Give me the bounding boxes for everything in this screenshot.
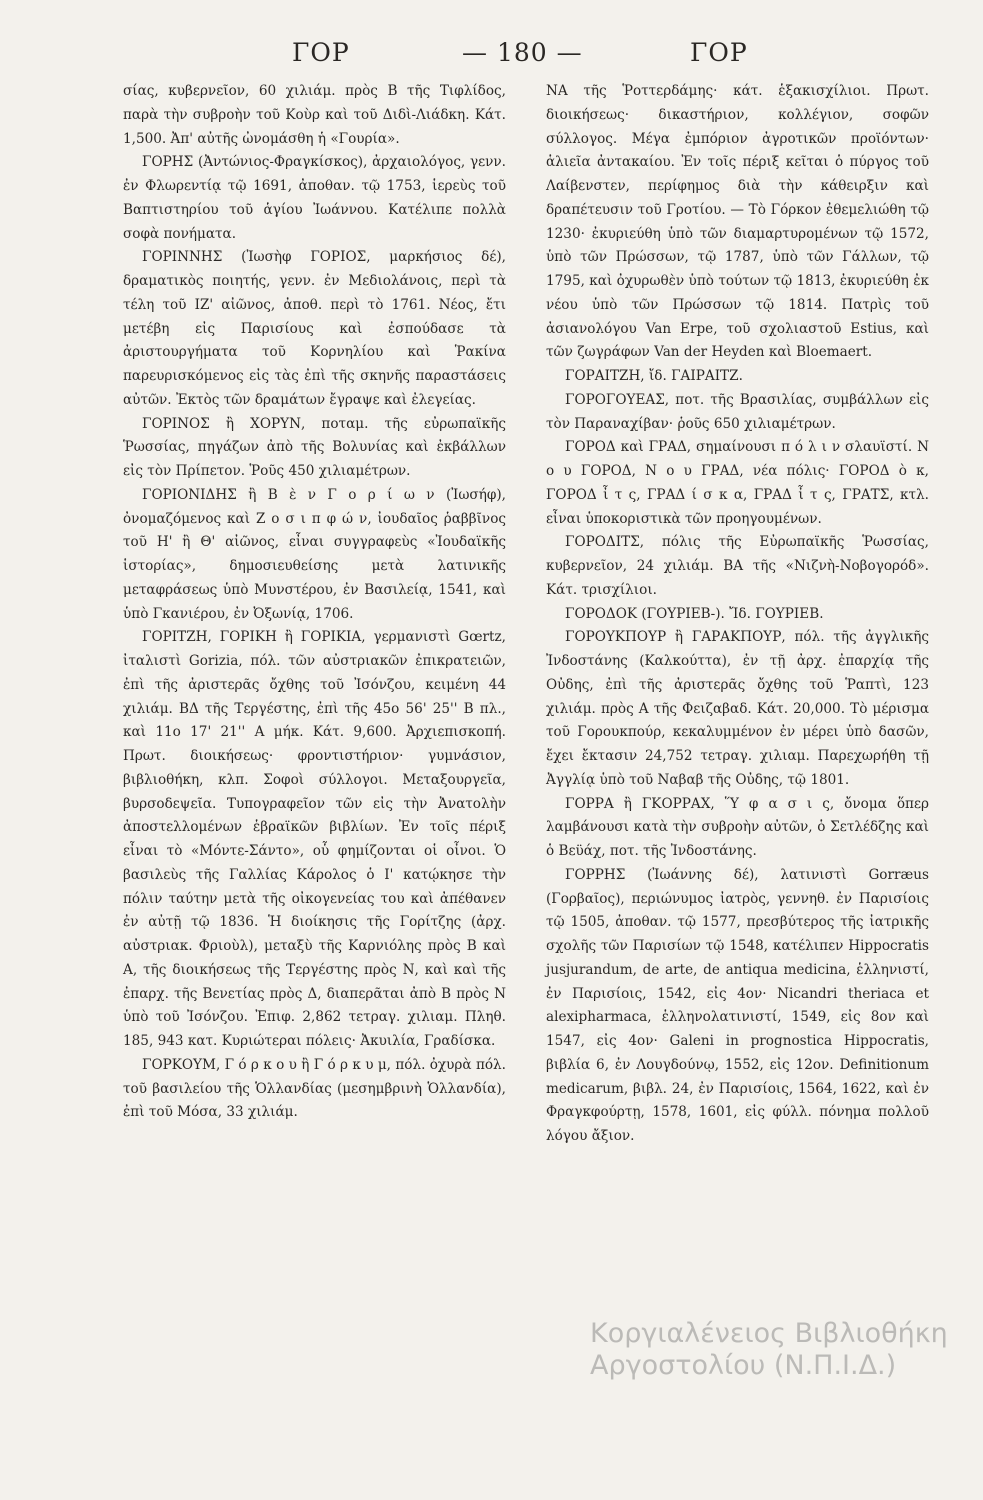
entry-gorodok: ΓΟΡΟΔΟΚ (ΓΟΥΡΙΕΒ-). Ἴδ. ΓΟΥΡΙΕΒ. (565, 605, 824, 622)
entry-gorionidhs: ΓΟΡΙΟΝΙΔΗΣ ἢ Β ὲ ν Γ ο ρ ί ω ν (Ἰωσήφ), ὀνομαζόμενος καὶ Ζ ο σ ι π φ ώ ν, ἰουδαῖος ῥαββῖνος τοῦ Η' ἢ Θ' αἰῶνος, εἶναι συγγραφεὺς «Ἰουδαϊκῆς ἱστορίας», δημοσιευθείσης μετὰ λατινικῆς μεταφράσεως ὑπὸ Μυνστέρου, ἐν Βασιλείᾳ, 1541, καὶ ὑπὸ Γκανιέρου, ἐν Ὀξωνίᾳ, 1706. (123, 486, 506, 622)
entry-gorkoum: ΓΟΡΚΟΥΜ, Γ ό ρ κ ο υ ἢ Γ ό ρ κ υ μ, πόλ. ὀχυρὰ πόλ. τοῦ βασιλείου τῆς Ὁλλανδίας (μεσημβρινὴ Ὁλλανδία), ἐπὶ τοῦ Μόσα, 33 χιλιάμ. (123, 1056, 506, 1121)
left-column (123, 80, 506, 1125)
running-head-left: ΓΟΡ (292, 38, 350, 67)
entry-gorogoueas: ΓΟΡΟΓΟΥΕΑΣ, ποτ. τῆς Βρασιλίας, συμβάλλων εἰς τὸν Παραναχίβαν· ῥοῦς 650 χιλιαμέτρων. (546, 391, 929, 432)
library-watermark (590, 1318, 948, 1382)
entry-continuation: σίας, κυβερνεῖον, 60 χιλιάμ. πρὸς Β τῆς Τιφλίδος, παρὰ τὴν συβροὴν τοῦ Κοὺρ καὶ τοῦ Διδὶ-Λιάδκη. Κάτ. 1,500. Ἀπ' αὐτῆς ὠνομάσθη ἡ «Γουρία». (123, 83, 506, 147)
entry-gorinos: ΓΟΡΙΝΟΣ ἢ ΧΟΡΥΝ, ποταμ. τῆς εὐρωπαϊκῆς Ῥωσσίας, πηγάζων ἀπὸ τῆς Βολυνίας καὶ ἐκβάλλων εἰς τὸν Πρίπετον. Ῥοῦς 450 χιλιαμέτρων. (123, 415, 506, 479)
running-head-right: ΓΟΡ (690, 38, 748, 67)
entry-goraitzh: ΓΟΡΑΙΤΖΗ, ἴδ. ΓΑΙΡΑΙΤΖ. (565, 368, 743, 384)
watermark-line1: Κοργιαλένειος Βιβλιοθήκη (590, 1318, 948, 1349)
entry-gorinnhs: ΓΟΡΙΝΝΗΣ (Ἰωσὴφ ΓΟΡΙΟΣ, μαρκήσιος δέ), δραματικὸς ποιητής, γενν. ἐν Μεδιολάνοις, περὶ τὰ τέλη τοῦ ΙΖ' αἰῶνος, ἀποθ. περὶ τὸ 1761. Νέος, ἔτι μετέβη εἰς Παρισίους καὶ ἐσπούδασε τὰ ἀριστουργήματα τοῦ Κορνηλίου καὶ Ῥακίνα παρευρισκόμενος εἰς τὰς ἐπὶ τῆς σκηνῆς παραστάσεις αὐτῶν. Ἐκτὸς τῶν δραμάτων ἔγραψε καὶ ἐλεγείας. (123, 249, 506, 408)
entry-gorodits: ΓΟΡΟΔΙΤΣ, πόλις τῆς Εὐρωπαϊκῆς Ῥωσσίας, κυβερνεῖον, 24 χιλιάμ. ΒΑ τῆς «Νιζνὴ-Νοβογορόδ». Κάτ. τρισχίλιοι. (546, 534, 929, 598)
entry-gorrhs: ΓΟΡΡΗΣ (Ἰωάννης δέ), λατινιστὶ Gorræus (Γορβαῖος), περιώνυμος ἰατρὸς, γεννηθ. ἐν Παρισίοις τῷ 1505, ἀποθαν. τῷ 1577, πρεσβύτερος τῆς ἰατρικῆς σχολῆς τῶν Παρισίων τῷ 1548, κατέλιπεν Hippocratis jusjurandum, de arte, de antiqua medicina, ἑλληνιστί, ἐν Παρισίοις, 1542, εἰς 4ον· Nicandri theriaca et alexipharmaca, ἑλληνολατινιστί, 1549, εἰς 8ον καὶ 1547, εἰς 4ον· Galeni in prognostica Hippocratis, βιβλία 6, ἐν Λουγδούνῳ, 1552, εἰς 12ον. Definitionum medicarum, βιβλ. 24, ἐν Παρισίοις, 1564, 1622, καὶ ἐν Φραγκφούρτῃ, 1578, 1601, εἰς φύλλ. πόνημα πολλοῦ λόγου ἄξιον. (546, 866, 929, 1144)
entry-continuation: ΝΑ τῆς Ῥοττερδάμης· κάτ. ἑξακισχίλιοι. Πρωτ. διοικήσεως· δικαστήριον, κολλέγιον, σοφῶν σύλλογος. Μέγα ἐμπόριον ἀγροτικῶν προϊόντων· ἁλιεῖα ἀντακαίου. Ἐν τοῖς πέριξ κεῖται ὁ πύργος τοῦ Λαίβενστεν, περίφημος διὰ τὴν κάθειρξιν καὶ δραπέτευσιν τοῦ Γροτίου. — Τὸ Γόρκον ἐθεμελιώθη τῷ 1230· ἐκυριεύθη ὑπὸ τῶν διαμαρτυρομένων τῷ 1572, ὑπὸ τῶν Πρώσσων, τῷ 1787, ὑπὸ τῶν Γάλλων, τῷ 1795, καὶ ὀχυρωθὲν ὑπὸ τούτων τῷ 1813, ἐκυριεύθη ἐκ νέου ὑπὸ τῶν Πρώσσων τῷ 1814. Πατρὶς τοῦ ἀσιανολόγου Van Erpe, τοῦ σχολιαστοῦ Estius, καὶ τῶν ζωγράφων Van der Heyden καὶ Bloemaert. (546, 83, 929, 361)
entry-goritzh: ΓΟΡΙΤΖΗ, ΓΟΡΙΚΗ ἢ ΓΟΡΙΚΙΑ, γερμανιστὶ Gœrtz, ἰταλιστὶ Gorizia, πόλ. τῶν αὐστριακῶν ἐπικρατειῶν, ἐπὶ τῆς ἀριστερᾶς ὄχθης τοῦ Ἰσόνζου, κειμένη 44 χιλιάμ. ΒΔ τῆς Τεργέστης, ἐπὶ τῆς 45ο 56' 25'' Β πλ., καὶ 11ο 17' 21'' Α μήκ. Κάτ. 9,600. Ἀρχιεπισκοπή. Πρωτ. διοικήσεως· φροντιστήριον· γυμνάσιον, βιβλιοθήκη, κλπ. Σοφοὶ σύλλογοι. Μεταξουργεῖα, βυρσοδεψεῖα. Τυπογραφεῖον τῶν εἰς τὴν Ἀνατολὴν ἀποστελλομένων ἑβραϊκῶν βιβλίων. Ἐν τοῖς πέριξ εἶναι τὸ «Μόντε-Σάντο», οὗ φημίζονται οἱ οἶνοι. Ὁ βασιλεὺς τῆς Γαλλίας Κάρολος ὁ Ι' κατῴκησε τὴν πόλιν ταύτην μετὰ τῆς οἰκογενείας του καὶ ἀπέθανεν ἐν αὐτῇ τῷ 1836. Ἡ διοίκησις τῆς Γορίτζης (ἀρχ. αὐστριακ. Φριοὺλ), μεταξὺ τῆς Καρνιόλης πρὸς Β καὶ Α, τῆς διοικήσεως τῆς Τεργέστης πρὸς Ν, καὶ καὶ τῆς ἐπαρχ. τῆς Βενετίας πρὸς Δ, διαπερᾶται ἀπὸ Β πρὸς Ν ὑπὸ τοῦ Ἰσόνζου. Ἐπιφ. 2,862 τετραγ. χιλιαμ. Πληθ. 185, 943 κατ. Κυριώτεραι πόλεις· Ἀκυιλία, Γραδίσκα. (123, 629, 506, 1049)
right-column (546, 80, 929, 1149)
watermark-line2: Αργοστολίου (Ν.Π.Ι.Δ.) (590, 1350, 897, 1381)
entry-gorra: ΓΟΡΡΑ ἢ ΓΚΟΡΡΑΧ, Ὕ φ α σ ι ς, ὄνομα ὅπερ λαμβάνουσι κατὰ τὴν συβροὴν αὐτῶν, ὁ Σετλέδζης καὶ ὁ Βεϋάχ, ποτ. τῆς Ἰνδοστάνης. (546, 795, 929, 859)
page-number: — 180 — (462, 38, 583, 67)
entry-gorouk-pour: ΓΟΡΟΥΚΠΟΥΡ ἢ ΓΑΡΑΚΠΟΥΡ, πόλ. τῆς ἀγγλικῆς Ἰνδοστάνης (Καλκούττα), ἐν τῇ ἀρχ. ἐπαρχίᾳ τῆς Οὐδης, ἐπὶ τῆς ἀριστερᾶς ὄχθης τοῦ Ῥαπτὶ, 123 χιλιάμ. πρὸς Α τῆς Φειζαβαδ. Κάτ. 20,000. Τὸ μέρισμα τοῦ Γορουκπούρ, κεκαλυμμένον ἐν μέρει ὑπὸ δασῶν, ἔχει ἔκτασιν 24,752 τετραγ. χιλιαμ. Παρεχωρήθη τῇ Ἀγγλίᾳ ὑπὸ τοῦ Ναβαβ τῆς Οὐδης, τῷ 1801. (546, 629, 929, 788)
entry-gorod: ΓΟΡΟΔ καὶ ΓΡΑΔ, σημαίνουσι π ό λ ι ν σλαυϊστί. Ν ο υ ΓΟΡΟΔ, Ν ο υ ΓΡΑΔ, νέα πόλις· ΓΟΡΟΔ ὸ κ, ΓΟΡΟΔ ἶ τ ς, ΓΡΑΔ ί σ κ α, ΓΡΑΔ ἶ τ ς, ΓΡΑΤΣ, κτλ. εἶναι ὑποκοριστικὰ τῶν προηγουμένων. (546, 439, 929, 527)
entry-gorhs: ΓΟΡΗΣ (Ἀντώνιος-Φραγκίσκος), ἀρχαιολόγος, γενν. ἐν Φλωρεντίᾳ τῷ 1691, ἀποθαν. τῷ 1753, ἱερεὺς τοῦ Βαπτιστηρίου τοῦ ἁγίου Ἰωάννου. Κατέλιπε πολλὰ σοφὰ πονήματα. (123, 154, 506, 242)
